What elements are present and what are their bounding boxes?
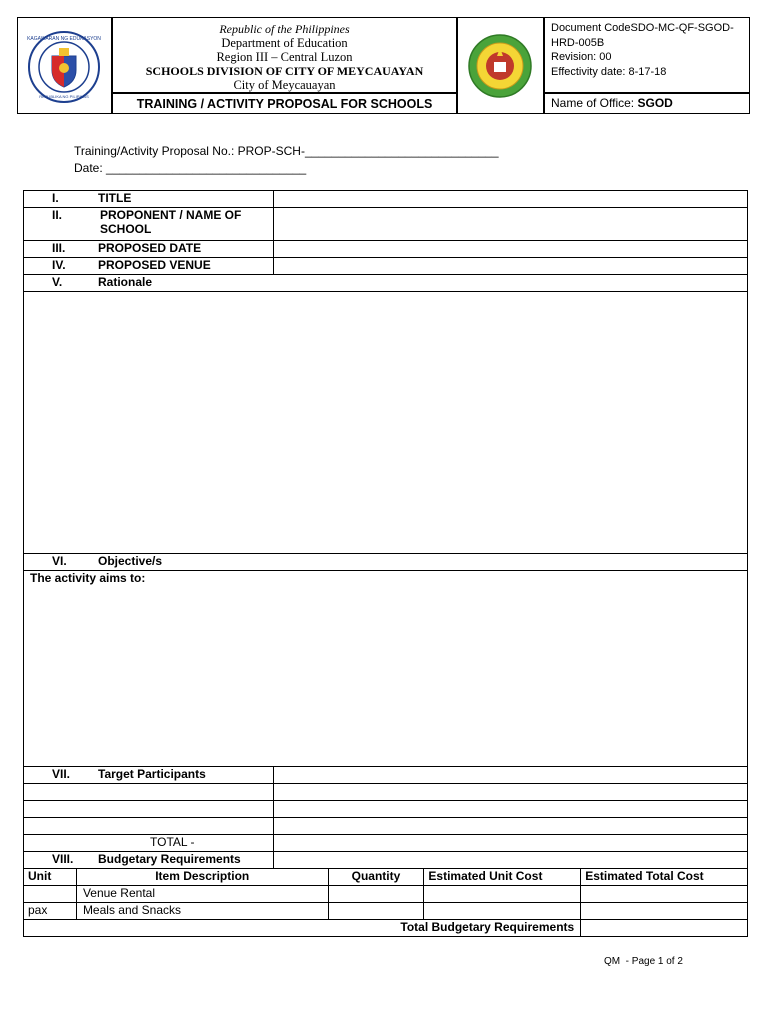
participant-row bbox=[24, 801, 748, 818]
row-title bbox=[24, 191, 748, 208]
proposal-number-label: Training/Activity Proposal No.: PROP-SCH- bbox=[74, 144, 305, 158]
row-budget-header bbox=[24, 852, 748, 869]
sdo-meycauayan-logo bbox=[458, 18, 543, 113]
header-logo-right-box bbox=[457, 17, 544, 114]
participant-cell[interactable] bbox=[24, 801, 274, 818]
section-6-num: VI. bbox=[52, 554, 67, 568]
row-rationale-header bbox=[24, 275, 748, 292]
section-4-num: IV. bbox=[52, 258, 66, 272]
svg-text:REPUBLIKA NG PILIPINAS: REPUBLIKA NG PILIPINAS bbox=[39, 94, 89, 99]
proponent-field[interactable] bbox=[273, 208, 747, 241]
section-objectives-label bbox=[24, 554, 748, 571]
budget-col-quantity: Quantity bbox=[328, 869, 424, 886]
section-participants-label bbox=[24, 767, 274, 784]
section-venue-label bbox=[24, 258, 274, 275]
budget-col-item: Item Description bbox=[76, 869, 328, 886]
form-title: TRAINING / ACTIVITY PROPOSAL FOR SCHOOLS bbox=[112, 93, 457, 114]
budget-unit-cost-cell[interactable] bbox=[424, 886, 581, 903]
header-logo-left-box bbox=[17, 17, 112, 114]
rationale-field[interactable] bbox=[24, 292, 748, 554]
participant-cell[interactable] bbox=[24, 784, 274, 801]
budget-row bbox=[24, 886, 748, 903]
page-number: QM - Page 1 of 2 bbox=[604, 956, 683, 967]
doc-info-box bbox=[544, 17, 750, 93]
office-value: SGOD bbox=[637, 96, 673, 110]
section-3-label: PROPOSED DATE bbox=[98, 241, 202, 255]
budget-header-row bbox=[24, 869, 748, 886]
row-objectives-header bbox=[24, 554, 748, 571]
row-participants-total bbox=[24, 835, 748, 852]
section-8-num: VIII. bbox=[52, 852, 74, 866]
office-label: Name of Office: bbox=[551, 96, 638, 110]
budget-quantity-cell[interactable] bbox=[328, 903, 424, 920]
region-text: Region III – Central Luzon bbox=[216, 50, 353, 64]
section-5-label: Rationale bbox=[98, 275, 153, 289]
budget-quantity-cell[interactable] bbox=[328, 886, 424, 903]
proposed-date-field[interactable] bbox=[273, 241, 747, 258]
participants-field[interactable] bbox=[273, 767, 747, 784]
row-proposed-venue bbox=[24, 258, 748, 275]
section-rationale-label bbox=[24, 275, 748, 292]
row-objectives-body bbox=[24, 571, 748, 767]
budget-col-total-cost: Estimated Total Cost bbox=[581, 869, 748, 886]
proposal-number-blank[interactable]: _____________________________ bbox=[304, 144, 499, 158]
budget-unit-cost-cell[interactable] bbox=[424, 903, 581, 920]
budget-table bbox=[23, 868, 748, 937]
objectives-field[interactable] bbox=[24, 571, 748, 767]
revision: Revision: 00 bbox=[551, 51, 612, 63]
budget-header-field bbox=[273, 852, 747, 869]
title-field[interactable] bbox=[273, 191, 747, 208]
city-text: City of Meycauayan bbox=[233, 78, 336, 92]
section-budget-label bbox=[24, 852, 274, 869]
participant-cell[interactable] bbox=[273, 818, 747, 835]
section-4-label: PROPOSED VENUE bbox=[98, 258, 211, 272]
section-7-label: Target Participants bbox=[98, 767, 206, 781]
section-8-label: Budgetary Requirements bbox=[98, 852, 241, 866]
division-text: SCHOOLS DIVISION OF CITY OF MEYCAUAYAN bbox=[145, 64, 424, 78]
proposal-date-line bbox=[74, 161, 306, 175]
participant-row bbox=[24, 784, 748, 801]
section-2-num: II. bbox=[52, 208, 63, 222]
budget-item-cell[interactable]: Meals and Snacks bbox=[76, 903, 328, 920]
section-3-num: III. bbox=[52, 241, 66, 255]
participant-cell[interactable] bbox=[24, 818, 274, 835]
section-1-num: I. bbox=[52, 191, 59, 205]
section-title-label bbox=[24, 191, 274, 208]
budget-unit-cell[interactable]: pax bbox=[24, 903, 77, 920]
budget-item-cell[interactable]: Venue Rental bbox=[76, 886, 328, 903]
office-box bbox=[544, 93, 750, 114]
section-5-num: V. bbox=[52, 275, 63, 289]
section-date-label bbox=[24, 241, 274, 258]
participant-cell[interactable] bbox=[273, 801, 747, 818]
budget-total-cost-cell[interactable] bbox=[581, 903, 748, 920]
doc-code: Document CodeSDO-MC-QF-SGOD-HRD-005B bbox=[551, 22, 734, 49]
section-1-label: TITLE bbox=[98, 191, 132, 205]
budget-total-label: Total Budgetary Requirements bbox=[24, 920, 581, 937]
participants-total-label: TOTAL - bbox=[24, 835, 274, 852]
row-rationale-body bbox=[24, 292, 748, 554]
budget-col-unit-cost: Estimated Unit Cost bbox=[424, 869, 581, 886]
participant-row bbox=[24, 818, 748, 835]
header-title-box bbox=[112, 17, 457, 93]
budget-total-row bbox=[24, 920, 748, 937]
effectivity-date: Effectivity date: 8-17-18 bbox=[551, 65, 667, 78]
proposal-date-blank[interactable]: ______________________________ bbox=[106, 161, 307, 175]
republic-text: Republic of the Philippines bbox=[219, 22, 350, 36]
budget-total-value[interactable] bbox=[581, 920, 748, 937]
section-7-num: VII. bbox=[52, 767, 71, 781]
deped-seal-logo bbox=[18, 18, 111, 113]
section-2-label: PROPONENT / NAME OF SCHOOL bbox=[100, 208, 242, 236]
budget-unit-cell[interactable] bbox=[24, 886, 77, 903]
proposed-venue-field[interactable] bbox=[273, 258, 747, 275]
section-proponent-label bbox=[24, 208, 274, 241]
department-text: Department of Education bbox=[221, 36, 348, 50]
proposal-form-table bbox=[23, 190, 748, 869]
participants-total-field[interactable] bbox=[273, 835, 747, 852]
budget-total-cost-cell[interactable] bbox=[581, 886, 748, 903]
objectives-intro-text: The activity aims to: bbox=[30, 571, 146, 585]
row-target-participants bbox=[24, 767, 748, 784]
row-proponent bbox=[24, 208, 748, 241]
row-proposed-date bbox=[24, 241, 748, 258]
svg-text:KAGAWARAN NG EDUKASYON: KAGAWARAN NG EDUKASYON bbox=[27, 36, 101, 42]
section-6-label: Objective/s bbox=[98, 554, 163, 568]
participant-cell[interactable] bbox=[273, 784, 747, 801]
proposal-number-line bbox=[74, 144, 499, 158]
proposal-date-label: Date: bbox=[74, 161, 107, 175]
budget-col-unit: Unit bbox=[24, 869, 77, 886]
budget-row bbox=[24, 903, 748, 920]
